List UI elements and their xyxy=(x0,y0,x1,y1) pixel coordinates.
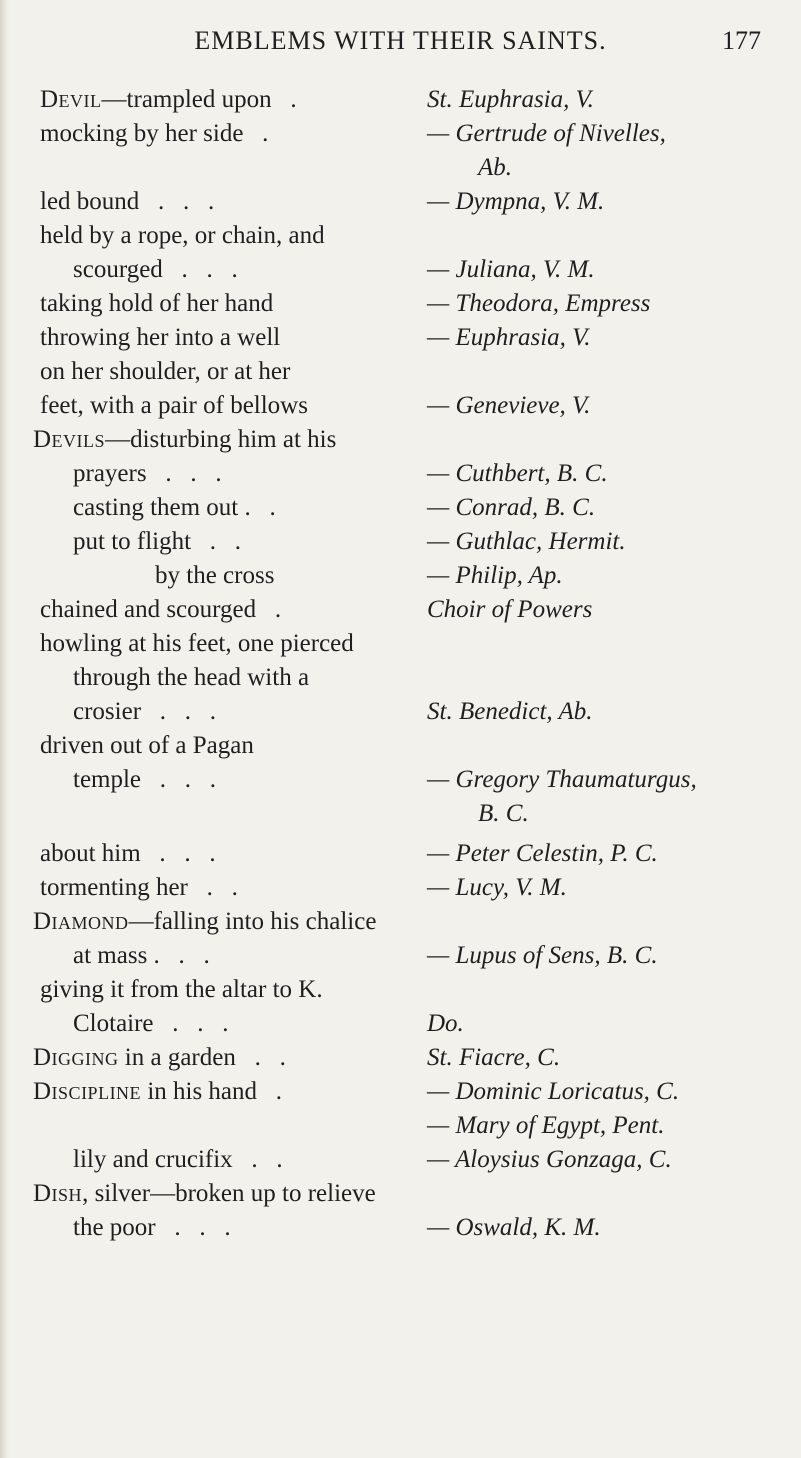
index-row xyxy=(0,120,801,154)
emblem-heading: Devils xyxy=(33,426,106,453)
left-entry: chained and scourged . xyxy=(40,596,282,623)
index-row xyxy=(0,494,801,528)
left-entry: Dish, silver—broken up to relieve xyxy=(33,1180,376,1207)
index-row xyxy=(0,1078,801,1112)
left-entry: prayers . . . xyxy=(73,460,222,487)
saint-name-continued: Ab. xyxy=(478,154,513,181)
saint-name: — Mary of Egypt, Pent. xyxy=(427,1112,665,1139)
left-entry: at mass . . . xyxy=(73,942,210,969)
saint-name: — Lupus of Sens, B. C. xyxy=(427,942,658,969)
saint-name: Choir of Powers xyxy=(427,596,593,623)
left-entry: temple . . . xyxy=(73,766,217,793)
emblem-heading: Diamond xyxy=(33,908,129,935)
index-row xyxy=(0,1010,801,1044)
saint-name: — Oswald, K. M. xyxy=(427,1214,601,1241)
saint-name: — Peter Celestin, P. C. xyxy=(427,840,658,867)
left-entry: Discipline in his hand . xyxy=(33,1078,283,1105)
saint-name: — Lucy, V. M. xyxy=(427,874,567,901)
index-row xyxy=(0,290,801,324)
saint-name: St. Euphrasia, V. xyxy=(427,86,594,113)
index-row xyxy=(0,222,801,256)
index-row xyxy=(0,528,801,562)
index-row xyxy=(0,976,801,1010)
left-entry: about him . . . xyxy=(40,840,216,867)
saint-name: — Gertrude of Nivelles, xyxy=(427,120,666,147)
left-entry: Digging in a garden . . xyxy=(33,1044,286,1071)
index-row xyxy=(0,800,801,834)
index-row xyxy=(0,86,801,120)
emblem-heading: Digging xyxy=(33,1044,119,1071)
index-row xyxy=(0,460,801,494)
left-entry: taking hold of her hand xyxy=(40,290,274,317)
left-entry: giving it from the altar to K. xyxy=(40,976,323,1003)
index-row xyxy=(0,908,801,942)
left-entry: Devils—disturbing him at his xyxy=(33,426,337,453)
left-entry: tormenting her . . xyxy=(40,874,238,901)
index-row xyxy=(0,1044,801,1078)
index-row xyxy=(0,732,801,766)
left-entry: mocking by her side . xyxy=(40,120,269,147)
left-entry: on her shoulder, or at her xyxy=(40,358,291,385)
saint-name: — Euphrasia, V. xyxy=(427,324,591,351)
index-row xyxy=(0,874,801,908)
running-head: EMBLEMS WITH THEIR SAINTS. xyxy=(194,26,607,55)
saint-name: — Theodora, Empress xyxy=(427,290,651,317)
left-entry: casting them out . . xyxy=(73,494,276,521)
left-entry: through the head with a xyxy=(73,664,310,691)
index-row xyxy=(0,596,801,630)
left-entry: Clotaire . . . xyxy=(73,1010,229,1037)
left-entry: led bound . . . xyxy=(40,188,215,215)
left-entry: throwing her into a well xyxy=(40,324,281,351)
index-row xyxy=(0,1214,801,1248)
left-entry: by the cross xyxy=(155,562,275,589)
index-row xyxy=(0,1112,801,1146)
index-row xyxy=(0,256,801,290)
left-entry: howling at his feet, one pierced xyxy=(40,630,354,657)
index-row xyxy=(0,324,801,358)
index-row xyxy=(0,698,801,732)
saint-name: — Dominic Loricatus, C. xyxy=(427,1078,680,1105)
saint-name: St. Fiacre, C. xyxy=(427,1044,561,1071)
left-entry: the poor . . . xyxy=(73,1214,231,1241)
index-row xyxy=(0,562,801,596)
left-entry: Devil—trampled upon . xyxy=(40,86,297,113)
saint-name: — Conrad, B. C. xyxy=(427,494,596,521)
index-row xyxy=(0,1146,801,1180)
page-header xyxy=(0,26,801,66)
index-row xyxy=(0,1180,801,1214)
saint-name: — Cuthbert, B. C. xyxy=(427,460,608,487)
index-row xyxy=(0,392,801,426)
saint-name: — Philip, Ap. xyxy=(427,562,563,589)
saint-name: Do. xyxy=(427,1010,464,1037)
index-row xyxy=(0,766,801,800)
index-row xyxy=(0,358,801,392)
index-row xyxy=(0,154,801,188)
left-entry: feet, with a pair of bellows xyxy=(40,392,308,419)
saint-name-continued: B. C. xyxy=(478,800,529,827)
left-entry: scourged . . . xyxy=(73,256,238,283)
emblem-heading: Dish xyxy=(33,1180,83,1207)
saint-name: St. Benedict, Ab. xyxy=(427,698,593,725)
left-entry: crosier . . . xyxy=(73,698,217,725)
index-row xyxy=(0,426,801,460)
index-row xyxy=(0,840,801,874)
emblem-heading: Discipline xyxy=(33,1078,142,1105)
saint-name: — Dympna, V. M. xyxy=(427,188,605,215)
index-row xyxy=(0,664,801,698)
index-row xyxy=(0,188,801,222)
left-entry: Diamond—falling into his chalice xyxy=(33,908,377,935)
left-entry: lily and crucifix . . xyxy=(73,1146,283,1173)
emblem-heading: Devil xyxy=(40,86,102,113)
page-number: 177 xyxy=(722,26,761,55)
saint-name: — Genevieve, V. xyxy=(427,392,591,419)
saint-name: — Guthlac, Hermit. xyxy=(427,528,626,555)
index-row xyxy=(0,630,801,664)
saint-name: — Gregory Thaumaturgus, xyxy=(427,766,697,793)
saint-name: — Aloysius Gonzaga, C. xyxy=(427,1146,672,1173)
saint-name: — Juliana, V. M. xyxy=(427,256,595,283)
left-entry: held by a rope, or chain, and xyxy=(40,222,325,249)
left-entry: driven out of a Pagan xyxy=(40,732,254,759)
left-entry: put to flight . . xyxy=(73,528,242,555)
index-row xyxy=(0,942,801,976)
